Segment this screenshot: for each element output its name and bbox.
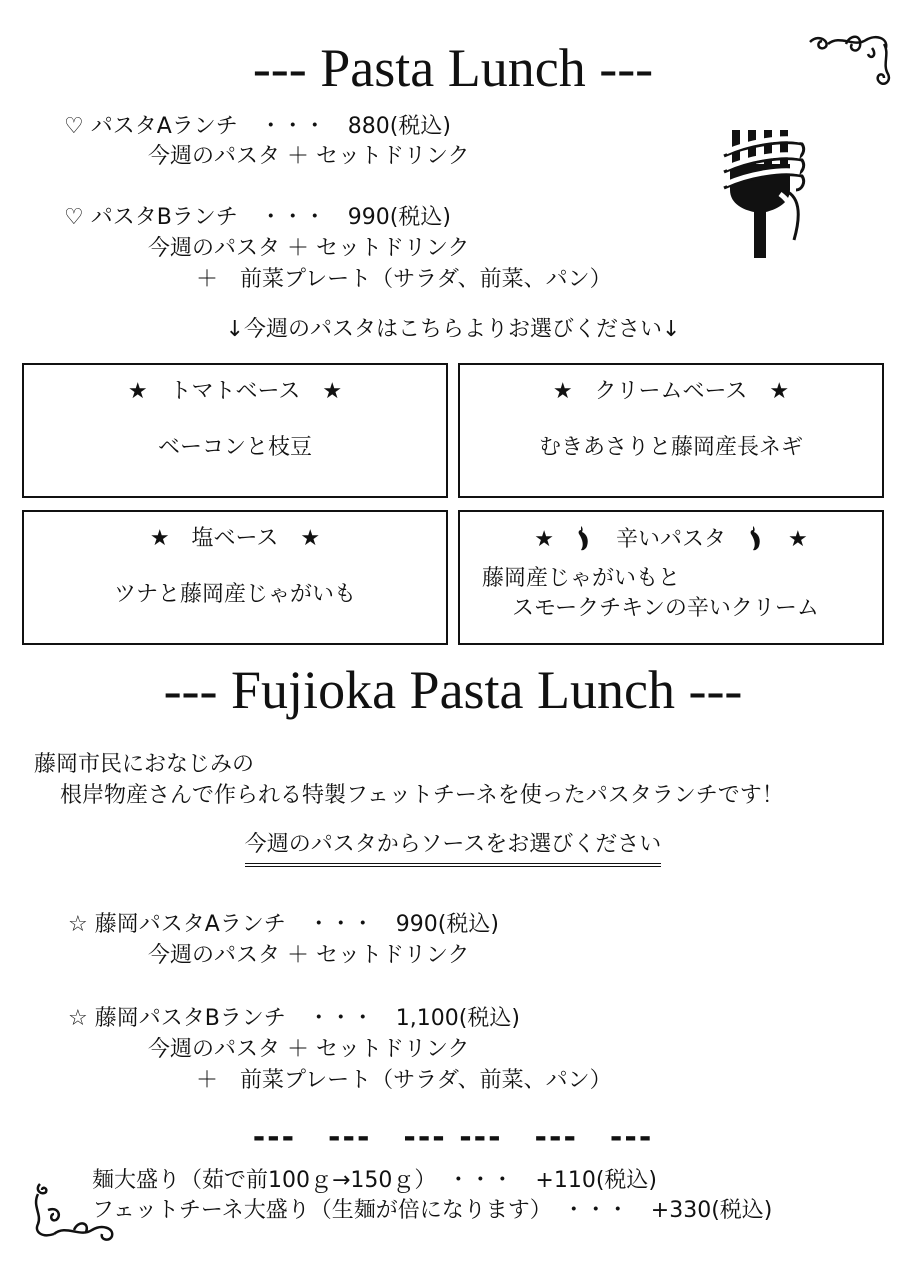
option-header: ★ 塩ベース ★ <box>149 526 321 551</box>
option-header: ★ クリームベース ★ <box>552 379 790 404</box>
option-dish <box>482 564 819 624</box>
pasta-lunch-title: --- Pasta Lunch --- <box>252 38 654 98</box>
flourish-ornament-icon <box>30 1180 118 1242</box>
option-large-noodles: 麺大盛り（茹で前100ｇ→150ｇ） ・・・ +110(税込) <box>92 1168 658 1193</box>
option-box-cream <box>458 363 884 498</box>
fujioka-title: --- Fujioka Pasta Lunch --- <box>163 660 743 720</box>
fujioka-plan-b-line3: ＋ 前菜プレート（サラダ、前菜、パン） <box>196 1068 612 1093</box>
star-left: ★ <box>534 527 554 552</box>
plan-b-line2: 今週のパスタ ＋ セットドリンク <box>148 236 470 261</box>
plan-a-line1: ♡ パスタAランチ ・・・ 880(税込) <box>64 114 451 139</box>
option-dish: むきあさりと藤岡産長ネギ <box>538 435 803 460</box>
section-divider: --- --- --- --- --- --- <box>252 1120 654 1155</box>
fujioka-intro-line2: 根岸物産さんで作られる特製フェットチーネを使ったパスタランチです！ <box>60 783 784 808</box>
option-dish-line2: スモークチキンの辛いクリーム <box>512 596 819 621</box>
option-dish: ベーコンと枝豆 <box>157 435 312 460</box>
option-box-tomato <box>22 363 448 498</box>
choose-note: ↓今週のパスタはこちらよりお選びください↓ <box>225 317 681 342</box>
option-box-spicy <box>458 510 884 645</box>
fujioka-plan-a-line1: ☆ 藤岡パスタAランチ ・・・ 990(税込) <box>68 912 499 937</box>
option-dish-line1: 藤岡産じゃがいもと <box>482 566 681 591</box>
option-box-salt <box>22 510 448 645</box>
option-header: ★ トマトベース ★ <box>127 379 343 404</box>
plan-a-line2: 今週のパスタ ＋ セットドリンク <box>148 144 470 169</box>
star-right: ★ <box>788 527 808 552</box>
fujioka-intro-line1: 藤岡市民におなじみの <box>34 752 255 777</box>
option-dish: ツナと藤岡産じゃがいも <box>113 582 356 607</box>
option-header <box>460 524 882 555</box>
option-large-fettuccine: フェットチーネ大盛り（生麺が倍になります） ・・・ +330(税込) <box>92 1198 773 1223</box>
sauce-note: 今週のパスタからソースをお選びください <box>245 832 661 867</box>
fork-with-pasta-icon <box>722 128 806 260</box>
spicy-label: 辛いパスタ <box>615 527 726 552</box>
chili-pepper-icon <box>575 524 595 552</box>
fujioka-plan-a-line2: 今週のパスタ ＋ セットドリンク <box>148 943 470 968</box>
plan-b-line1: ♡ パスタBランチ ・・・ 990(税込) <box>64 205 451 230</box>
plan-b-line3: ＋ 前菜プレート（サラダ、前菜、パン） <box>196 267 612 292</box>
fujioka-plan-b-line1: ☆ 藤岡パスタBランチ ・・・ 1,100(税込) <box>68 1006 520 1031</box>
chili-pepper-icon <box>747 524 767 552</box>
sauce-note-wrap <box>0 830 906 860</box>
fujioka-plan-b-line2: 今週のパスタ ＋ セットドリンク <box>148 1037 470 1062</box>
